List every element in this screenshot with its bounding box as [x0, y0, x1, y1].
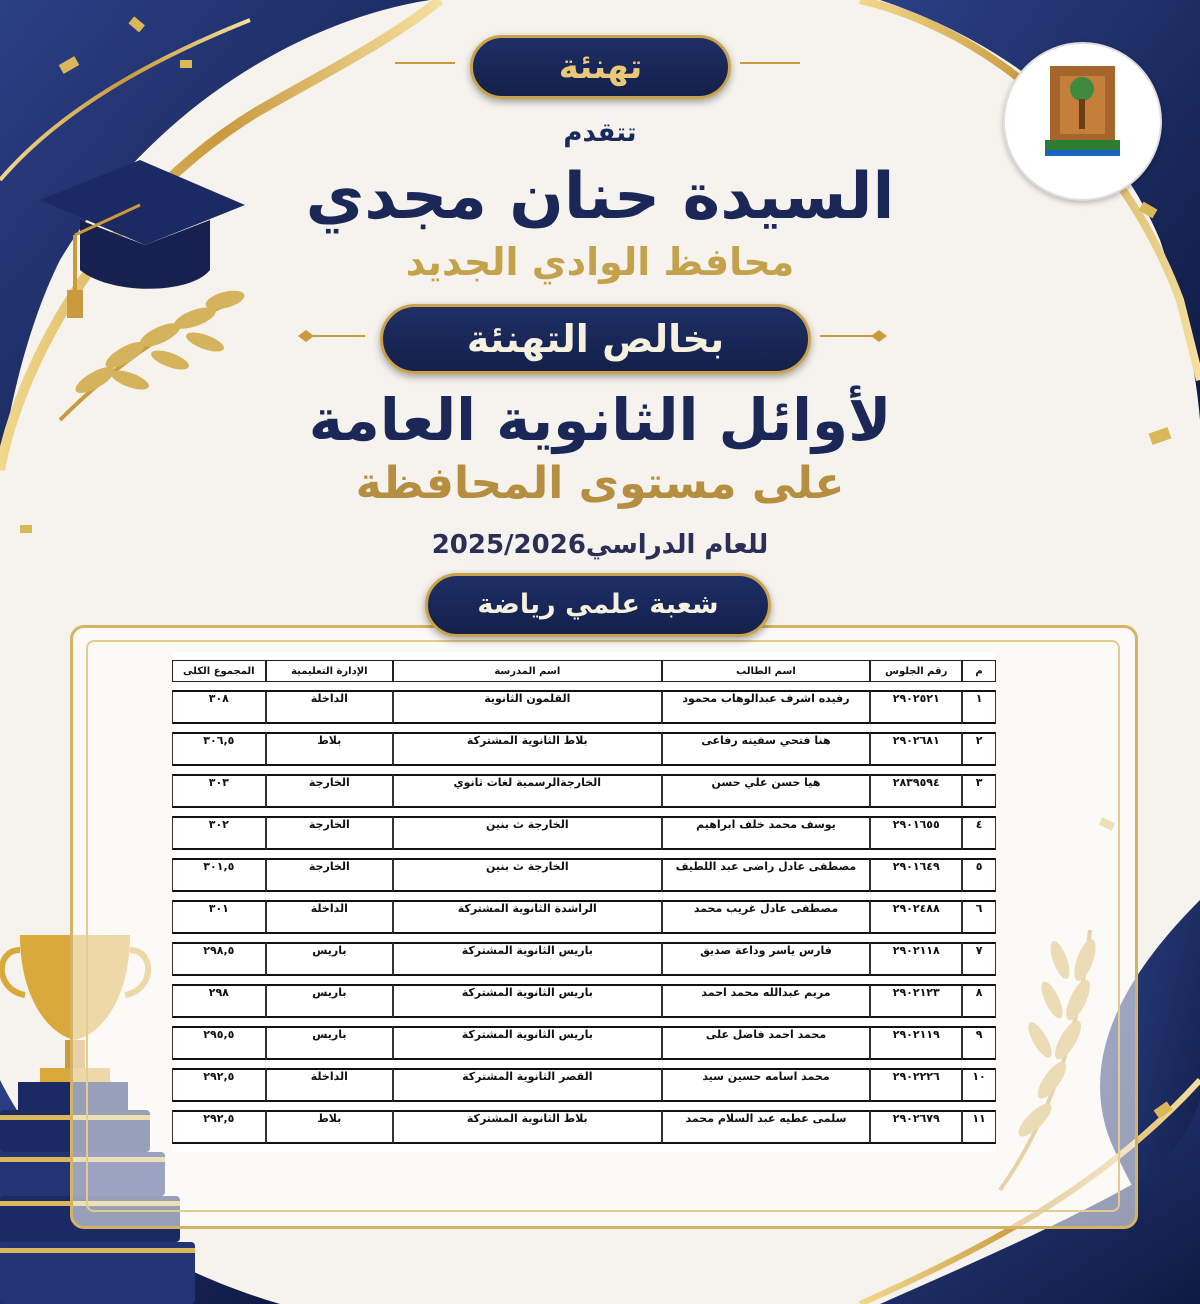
- seat-number: ٢٩٠١٦٥٥: [870, 816, 962, 850]
- school-name: الخارجة ث بنين: [393, 858, 662, 892]
- admin-name: باريس: [266, 942, 393, 976]
- total-score: ٣٠٢: [172, 816, 266, 850]
- student-name: فارس ياسر وداعة صديق: [662, 942, 871, 976]
- admin-name: باريس: [266, 1026, 393, 1060]
- total-score: ٣٠٦,٥: [172, 732, 266, 766]
- governor-name: السيدة حنان مجدي: [305, 160, 895, 234]
- school-name: باريس الثانوية المشتركة: [393, 1026, 662, 1060]
- header-admin: الإدارة التعليمية: [266, 660, 393, 682]
- row-index: ١: [962, 690, 996, 724]
- header-total: المجموع الكلى: [172, 660, 266, 682]
- total-score: ٢٩٨: [172, 984, 266, 1018]
- admin-name: الداخلة: [266, 900, 393, 934]
- governorate-logo: [1003, 42, 1162, 201]
- student-name: محمد احمد فاضل على: [662, 1026, 871, 1060]
- school-name: بلاط الثانوية المشتركة: [393, 1110, 662, 1144]
- total-score: ٢٩٢,٥: [172, 1110, 266, 1144]
- congrats-label: تهنئة: [558, 47, 643, 87]
- student-name: هيا حسن علي حسن: [662, 774, 871, 808]
- academic-year: للعام الدراسي2025/2026: [431, 530, 769, 560]
- total-score: ٢٩٥,٥: [172, 1026, 266, 1060]
- governorate-emblem-icon: [1005, 44, 1160, 199]
- header-index: م: [962, 660, 996, 682]
- table-row: [172, 732, 996, 766]
- admin-name: الخارجة: [266, 858, 393, 892]
- school-name: باريس الثانوية المشتركة: [393, 984, 662, 1018]
- table-row: [172, 1026, 996, 1060]
- congratulations-banner: [470, 35, 731, 99]
- student-name: مصطفى عادل غريب محمد: [662, 900, 871, 934]
- student-name: يوسف محمد خلف ابراهيم: [662, 816, 871, 850]
- seat-number: ٢٩٠٢٦٨١: [870, 732, 962, 766]
- row-index: ١٠: [962, 1068, 996, 1102]
- school-name: باريس الثانوية المشتركة: [393, 942, 662, 976]
- seat-number: ٢٩٠٢١١٩: [870, 1026, 962, 1060]
- header-student-name: اسم الطالب: [662, 660, 871, 682]
- student-name: محمد اسامه حسين سيد: [662, 1068, 871, 1102]
- student-name: سلمى عطيه عبد السلام محمد: [662, 1110, 871, 1144]
- school-name: الراشدة الثانوية المشتركة: [393, 900, 662, 934]
- offers-text: تتقدم: [563, 118, 637, 148]
- school-name: الخارجةالرسمية لغات ثانوي: [393, 774, 662, 808]
- table-row: [172, 984, 996, 1018]
- admin-name: بلاط: [266, 732, 393, 766]
- total-score: ٢٩٨,٥: [172, 942, 266, 976]
- total-score: ٣٠١,٥: [172, 858, 266, 892]
- admin-name: بلاط: [266, 1110, 393, 1144]
- header-seat-number: رقم الجلوس: [870, 660, 962, 682]
- branch-banner: [425, 573, 771, 637]
- total-score: ٣٠٣: [172, 774, 266, 808]
- school-name: بلاط الثانوية المشتركة: [393, 732, 662, 766]
- school-name: القصر الثانوية المشتركة: [393, 1068, 662, 1102]
- admin-name: الداخلة: [266, 1068, 393, 1102]
- student-name: رفيده اشرف عبدالوهاب محمود: [662, 690, 871, 724]
- row-index: ٧: [962, 942, 996, 976]
- table-row: [172, 858, 996, 892]
- top-students-heading: لأوائل الثانوية العامة: [308, 386, 892, 454]
- seat-number: ٢٩٠٢٤٨٨: [870, 900, 962, 934]
- header-school-name: اسم المدرسة: [393, 660, 662, 682]
- admin-name: الداخلة: [266, 690, 393, 724]
- seat-number: ٢٩٠٢٢٢٦: [870, 1068, 962, 1102]
- sincere-congrats-banner: [380, 304, 811, 374]
- school-name: القلمون الثانوية: [393, 690, 662, 724]
- row-index: ٥: [962, 858, 996, 892]
- table-header-row: [172, 660, 996, 682]
- seat-number: ٢٩٠٢٥٢١: [870, 690, 962, 724]
- row-index: ٢: [962, 732, 996, 766]
- row-index: ٣: [962, 774, 996, 808]
- row-index: ٩: [962, 1026, 996, 1060]
- branch-label: شعبة علمي رياضة: [477, 589, 719, 620]
- table-row: [172, 1110, 996, 1144]
- table-row: [172, 1068, 996, 1102]
- row-index: ٤: [962, 816, 996, 850]
- table-row: [172, 942, 996, 976]
- student-name: مصطفى عادل راضى عبد اللطيف: [662, 858, 871, 892]
- student-name: مريم عبدالله محمد احمد: [662, 984, 871, 1018]
- student-name: هنا فتحي سفينه رفاعى: [662, 732, 871, 766]
- table-row: [172, 774, 996, 808]
- school-name: الخارجة ث بنين: [393, 816, 662, 850]
- table-row: [172, 690, 996, 724]
- total-score: ٣٠١: [172, 900, 266, 934]
- total-score: ٢٩٢,٥: [172, 1068, 266, 1102]
- governor-title: محافظ الوادي الجديد: [405, 240, 795, 284]
- total-score: ٣٠٨: [172, 690, 266, 724]
- table-row: [172, 816, 996, 850]
- results-table: [172, 652, 996, 1152]
- row-index: ٨: [962, 984, 996, 1018]
- seat-number: ٢٩٠٢١١٨: [870, 942, 962, 976]
- seat-number: ٢٩٠٢١٢٣: [870, 984, 962, 1018]
- governorate-level-heading: على مستوى المحافظة: [355, 458, 845, 509]
- admin-name: الخارجة: [266, 816, 393, 850]
- seat-number: ٢٩٠٢٦٧٩: [870, 1110, 962, 1144]
- sincere-congrats-label: بخالص التهنئة: [466, 317, 725, 361]
- row-index: ٦: [962, 900, 996, 934]
- seat-number: ٢٨٣٩٥٩٤: [870, 774, 962, 808]
- admin-name: الخارجة: [266, 774, 393, 808]
- seat-number: ٢٩٠١٦٤٩: [870, 858, 962, 892]
- admin-name: باريس: [266, 984, 393, 1018]
- row-index: ١١: [962, 1110, 996, 1144]
- table-row: [172, 900, 996, 934]
